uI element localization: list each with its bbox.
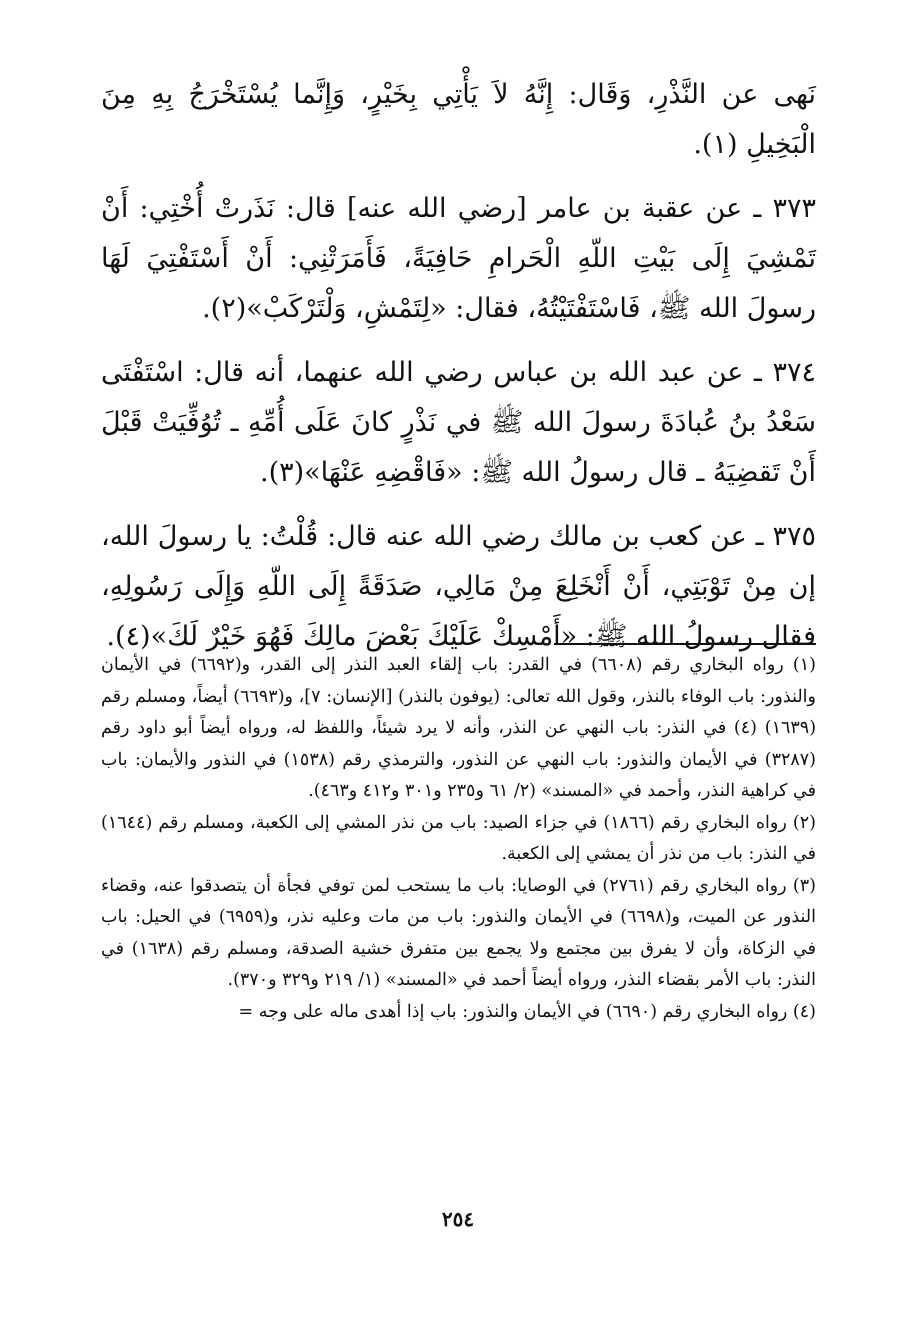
hadith-374: ٣٧٤ ـ عن عبد الله بن عباس رضي الله عنهما، أنه قال: اسْتَفْتَى سَعْدُ بنُ عُبادَةَ رسولَ الله ﷺ في نَذْرٍ كانَ عَلَى أُمِّهِ ـ تُوُفِّيَتْ قَبْلَ أَنْ تَقضِيَهُ ـ قال رسولُ الله ﷺ: «فَاقْضِهِ عَنْهَا»(٣). bbox=[101, 357, 816, 488]
footnote-separator bbox=[554, 643, 816, 645]
footnote-2: (٢) رواه البخاري رقم (١٨٦٦) في جزاء الصيد: باب من نذر المشي إلى الكعبة، ومسلم رقم (١٦٤٤) في النذر: باب من نذر أن يمشي إلى الكعبة. bbox=[101, 812, 816, 864]
page-number: ٢٥٤ bbox=[441, 1207, 475, 1231]
hadith-continuation: نَهى عن النَّذْرِ، وَقَال: إِنَّهُ لاَ يَأْتِي بِخَيْرٍ، وَإِنَّما يُسْتَخْرَجُ بِهِ مِنَ الْبَخِيلِ (١). bbox=[101, 79, 816, 160]
hadith-373: ٣٧٣ ـ عن عقبة بن عامر [رضي الله عنه] قال: نَذَرتْ أُخْتِي: أَنْ تَمْشِيَ إِلَى بَيْتِ اللّهِ الْحَرامِ حَافِيَةً، فَأَمَرَتْنِي: أَنْ أَسْتَفْتِيَ لَهَا رسولَ الله ﷺ، فَاسْتَفْتَيْتُهُ، فقال: «لِتَمْشِ، وَلْتَرْكَبْ»(٢). bbox=[101, 193, 816, 324]
footnote-4: (٤) رواه البخاري رقم (٦٦٩٠) في الأيمان والنذور: باب إذا أهدى ماله على وجه = bbox=[238, 1001, 816, 1022]
footnotes bbox=[101, 650, 816, 1028]
footnote-3: (٣) رواه البخاري رقم (٢٧٦١) في الوصايا: باب ما يستحب لمن توفي فجأة أن يتصدقوا عنه، وقضاء النذور عن الميت، و(٦٦٩٨) في الأيمان والنذور: باب من مات وعليه نذر، و(٦٩٥٩) في الحيل: باب في الزكاة، وأن لا يفرق بين مجتمع ولا يجمع بين متفرق خشية الصدقة، ومسلم رقم (١٦٣٨) في النذر: باب الأمر بقضاء النذر، ورواه أيضاً أحمد في «المسند» (١/ ٢١٩ و٣٢٩ و٣٧٠). bbox=[101, 875, 816, 990]
main-text bbox=[101, 70, 816, 676]
footnote-1: (١) رواه البخاري رقم (٦٦٠٨) في القدر: باب إلقاء العبد النذر إلى القدر، و(٦٦٩٢) في الأيمان والنذور: باب الوفاء بالنذر، وقول الله تعالى: (يوفون بالنذر) [الإنسان: ٧]، و(٦٦٩٣) أيضاً، ومسلم رقم (١٦٣٩) (٤) في النذر: باب النهي عن النذر، وأنه لا يرد شيئاً، واللفظ له، ورواه أيضاً أبو داود رقم (٣٢٨٧) في الأيمان والنذور: باب النهي عن النذور، والترمذي رقم (١٥٣٨) في النذور والأيمان: باب في كراهية النذر، وأحمد في «المسند» (٢/ ٦١ و٢٣٥ و٣٠١ و٤١٢ و٤٦٣). bbox=[101, 655, 817, 801]
hadith-375: ٣٧٥ ـ عن كعب بن مالك رضي الله عنه قال: قُلْتُ: يا رسولَ الله، إن مِنْ تَوْبَتِي، أَنْ أَنْخَلِعَ مِنْ مَالِي، صَدَقَةً إِلَى اللّهِ وَإِلَى رَسُولِهِ، فقال رسولُ الله ﷺ: «أَمْسِكْ عَلَيْكَ بَعْضَ مالِكَ فَهُوَ خَيْرٌ لَكَ»(٤). bbox=[101, 521, 816, 652]
